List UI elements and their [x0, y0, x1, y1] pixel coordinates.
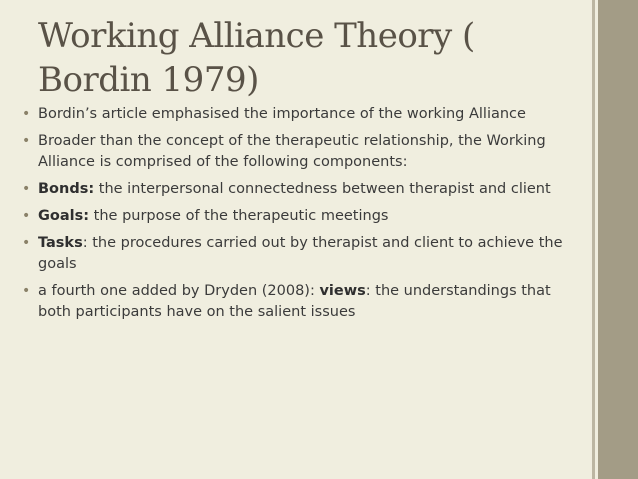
bullet-text: a fourth one added by Dryden (2008): [38, 283, 320, 299]
bullet-bold-term: Goals: [38, 208, 90, 224]
bullet-text: Broader than the concept of the therapeutic relationship, the Working Alliance is comprised of the following components: [38, 133, 546, 170]
right-accent-band [598, 0, 638, 479]
bullet-icon: • [22, 106, 31, 122]
bullet-text: : the understandings that both participants have on the salient issues [38, 283, 551, 320]
bullet-icon: • [22, 181, 31, 197]
bullet-bold-term: Tasks [38, 235, 83, 251]
bullet-icon: • [22, 283, 31, 299]
bullet-text: the interpersonal connectedness between therapist and client [94, 181, 551, 197]
bullet-item [22, 104, 582, 125]
bullet-bold-term: Bonds: [38, 181, 95, 197]
bullet-text: Bordin’s article emphasised the importance of the working Alliance [38, 106, 526, 122]
bullet-item [22, 281, 582, 323]
bullet-item [22, 233, 582, 275]
bullet-icon: • [22, 235, 31, 251]
bullet-item [22, 206, 582, 227]
bullet-item [22, 131, 582, 173]
bullet-icon: • [22, 133, 31, 149]
bullet-list [22, 104, 582, 329]
bullet-item [22, 179, 582, 200]
bullet-text: : the procedures carried out by therapist and client to achieve the goals [38, 235, 563, 272]
slide-title: Working Alliance Theory ( Bordin 1979) [38, 16, 475, 100]
bullet-bold-term: views [319, 283, 366, 299]
bullet-text: the purpose of the therapeutic meetings [89, 208, 389, 224]
bullet-icon: • [22, 208, 31, 224]
right-accent-stripe [592, 0, 595, 479]
